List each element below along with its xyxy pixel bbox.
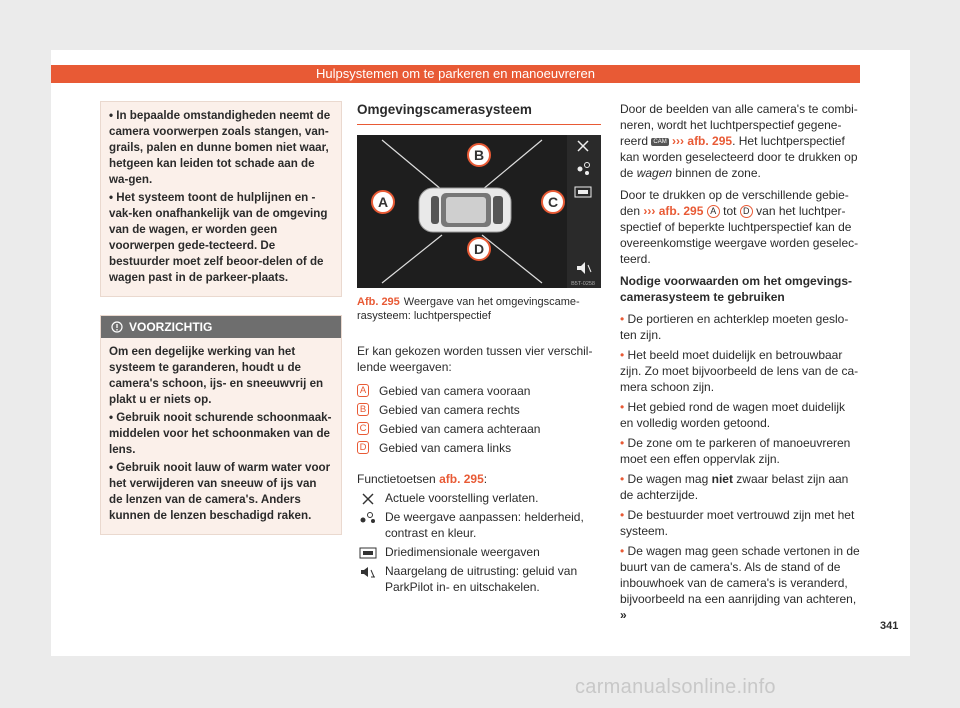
zone-b-marker[interactable] [468,144,490,166]
notice-item: • In bepaalde omstandigheden neemt de camera voorwerpen zoals stangen, van-grails, palen en dunne bomen niet waar, hetgeen kan leiden tot schade aan de wa-gen. [109,109,331,186]
letter-badge: D [357,441,369,454]
watermark: carmanualsonline.info [575,676,776,698]
surround-view-illustration [357,135,601,288]
warning-circle-icon [111,321,123,333]
warning-title: VOORZICHTIG [129,320,213,334]
letter-badge: C [357,422,369,435]
list-item: • De wagen mag geen schade vertonen in de buurt van de camera's. Als de stand of de inbouwhoek van de camera's is veranderd, bijvoorbeeld na een aanrijding van achteren, » [620,544,860,622]
chapter-header: Hulpsystemen om te parkeren en manoeuvreren [51,65,860,83]
figure-caption [357,288,601,323]
paragraph-aerial: Door de beelden van alle camera's te combi-neren, wordt het luchtperspectief gegene-reerd CAM ››› afb. 295. Het luchtperspectief kan worden geselecteerd door te drukken op de wagen binnen de zone. [620,102,858,180]
figure-code: B5T-0258 [571,281,595,287]
figure-camera-view [357,135,601,288]
svg-text:C: C [547,194,559,210]
warning-box [100,315,342,535]
left-column [100,101,342,535]
brightness-contrast-icon [357,509,379,525]
svg-text:A: A [377,194,389,210]
list-item: • De zone om te parkeren of manoeuvreren moet een effen oppervlak zijn. [620,436,851,466]
zone-a-marker[interactable] [372,191,394,213]
list-item: • Het beeld moet duidelijk en betrouwbaar zijn. Zo moet bijvoorbeeld de lens van de ca-mera schoon zijn. [620,348,859,394]
function-row: De weergave aanpassen: helderheid, contrast en kleur. [357,509,601,541]
list-item: • De portieren en achterklep moeten geslo-ten zijn. [620,312,849,342]
warning-header [101,316,341,338]
right-column [620,101,860,627]
view-list [357,383,601,459]
caption-text: Weergave van het omgevingscame-rasysteem: luchtperspectief [357,296,580,322]
paragraph-zones: Door te drukken op de verschillende gebie-den ››› afb. 295 A tot D van het luchtper-spectief of beperkte luchtperspectief kan de overeenkomstige weergave worden geselec-teerd. [620,188,859,266]
car-top-view[interactable] [419,188,511,232]
list-item: • De wagen mag niet zwaar belast zijn aan de achterzijde. [620,472,849,502]
letter-badge: B [357,403,369,416]
sound-icon [357,563,379,579]
intro-text: Er kan gekozen worden tussen vier verschil-lende weergaven: [357,344,593,374]
caption-ref: Afb. 295 [357,296,400,308]
function-row: Actuele voorstelling verlaten. [357,490,601,506]
warning-item: • Gebruik nooit lauw of warm water voor het verwijderen van sneeuw of ijs van de lenzen van de camera's. Anders kunnen de lenzen beschadigd raken. [109,461,331,522]
letter-badge: D [740,205,753,218]
conditions-heading: Nodige voorwaarden om het omgevings-camerasysteem te gebruiken [620,274,853,304]
3d-view-icon [357,544,379,560]
notice-box [100,101,342,297]
warning-item: Om een degelijke werking van het systeem te garanderen, houdt u de camera's schoon, ijs- en sneeuwvrij en plakt u er niets op. [109,345,324,406]
svg-text:D: D [473,241,485,257]
letter-badge: A [707,205,720,218]
function-row: Driedimensionale weergaven [357,544,601,560]
letter-badge: A [357,384,369,397]
warning-body [101,338,341,534]
warning-item: • Gebruik nooit schurende schoonmaak-middelen voor het schoonmaken van de lens. [109,411,332,456]
function-row: Naargelang de uitrusting: geluid van ParkPilot in- en uitschakelen. [357,563,601,595]
list-item: D Gebied van camera links [357,440,601,459]
list-item: C Gebied van camera achteraan [357,421,601,440]
continue-marker: » [620,608,627,622]
page-number: 341 [880,620,899,632]
list-item: A Gebied van camera vooraan [357,383,601,402]
list-item: • Het gebied rond de wagen moet duidelijk en volledig worden getoond. [620,400,846,430]
list-item: B Gebied van camera rechts [357,402,601,421]
section-title: Omgevingscamerasysteem [357,101,601,125]
notice-item: • Het systeem toont de hulplijnen en -vak-ken onafhankelijk van de omgeving van de wagen, er worden geen voorwerpen gede-tecteerd. De bestuurder moet zelf beoor-delen of de wagen past in de parkeer-plaats. [109,191,328,284]
svg-text:B: B [473,147,485,163]
close-icon [357,490,379,506]
functions-lead: Functietoetsen afb. 295: [357,472,488,486]
zone-d-marker[interactable] [468,238,490,260]
middle-column [357,101,601,595]
camera-button-icon: CAM [653,138,667,145]
list-item: • De bestuurder moet vertrouwd zijn met het systeem. [620,508,855,538]
zone-c-marker[interactable] [542,191,564,213]
